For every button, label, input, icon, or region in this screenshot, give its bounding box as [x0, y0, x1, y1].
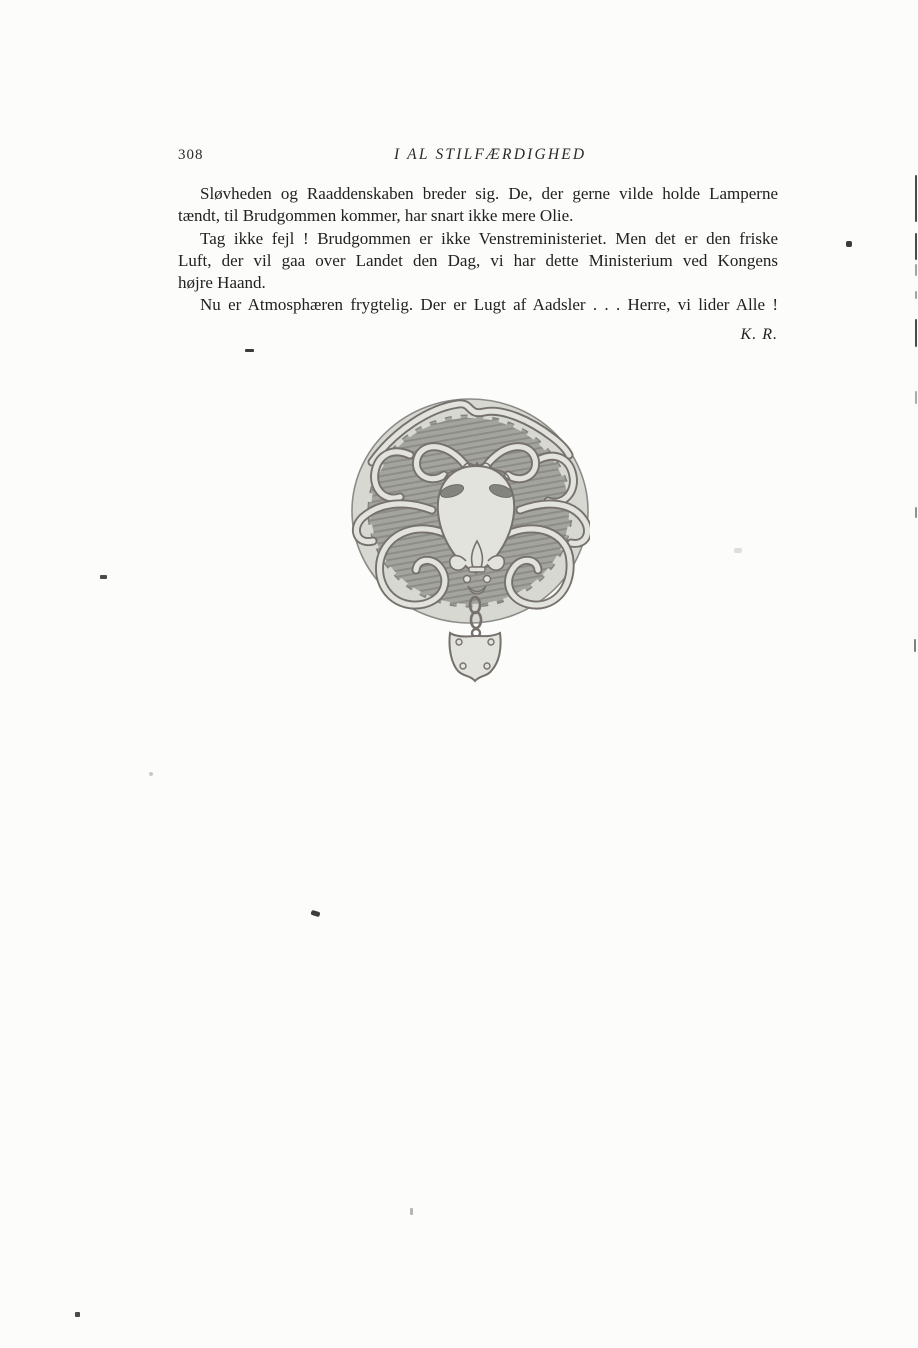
- ink-speck: [846, 241, 852, 247]
- page-edge-mark: [915, 291, 917, 299]
- text-line: Luft, der vil gaa over Landet den Dag, vi har dette Ministerium ved Kongens: [178, 250, 778, 270]
- page-number: 308: [178, 147, 204, 163]
- page-edge-mark: [915, 391, 917, 404]
- text-line: Nu er Atmosphæren frygtelig. Der er Lugt af Aadsler . . . Herre, vi lider Alle !: [200, 295, 778, 315]
- ink-speck: [310, 910, 320, 918]
- text-line: Tag ikke fejl ! Brudgommen er ikke Venstreministeriet. Men det er den friske: [200, 228, 778, 248]
- ink-speck: [734, 548, 742, 553]
- page-edge-mark: [915, 175, 917, 222]
- ink-speck: [75, 1312, 80, 1317]
- page-edge-mark: [915, 233, 917, 260]
- header-title: I AL STILFÆRDIGHED: [394, 146, 587, 163]
- ink-speck: [410, 1208, 413, 1215]
- text-line: Sløvheden og Raaddenskaben breder sig. De, der gerne vilde holde Lamperne: [200, 184, 778, 203]
- page-edge-mark: [915, 264, 917, 276]
- body-text: [178, 183, 778, 346]
- ink-speck: [100, 575, 107, 579]
- page-edge-mark: [915, 507, 917, 518]
- ink-speck: [245, 349, 254, 352]
- text-line: højre Haand.: [178, 273, 266, 293]
- page-edge-mark: [914, 639, 916, 652]
- author-initials: K. R.: [740, 325, 778, 343]
- running-header: [178, 146, 778, 168]
- octopus-medallion-ornament-icon: [350, 395, 590, 685]
- page-edge-mark: [915, 319, 917, 347]
- ink-speck: [149, 772, 153, 776]
- text-line: tændt, til Brudgommen kommer, har snart ikke mere Olie.: [178, 206, 574, 226]
